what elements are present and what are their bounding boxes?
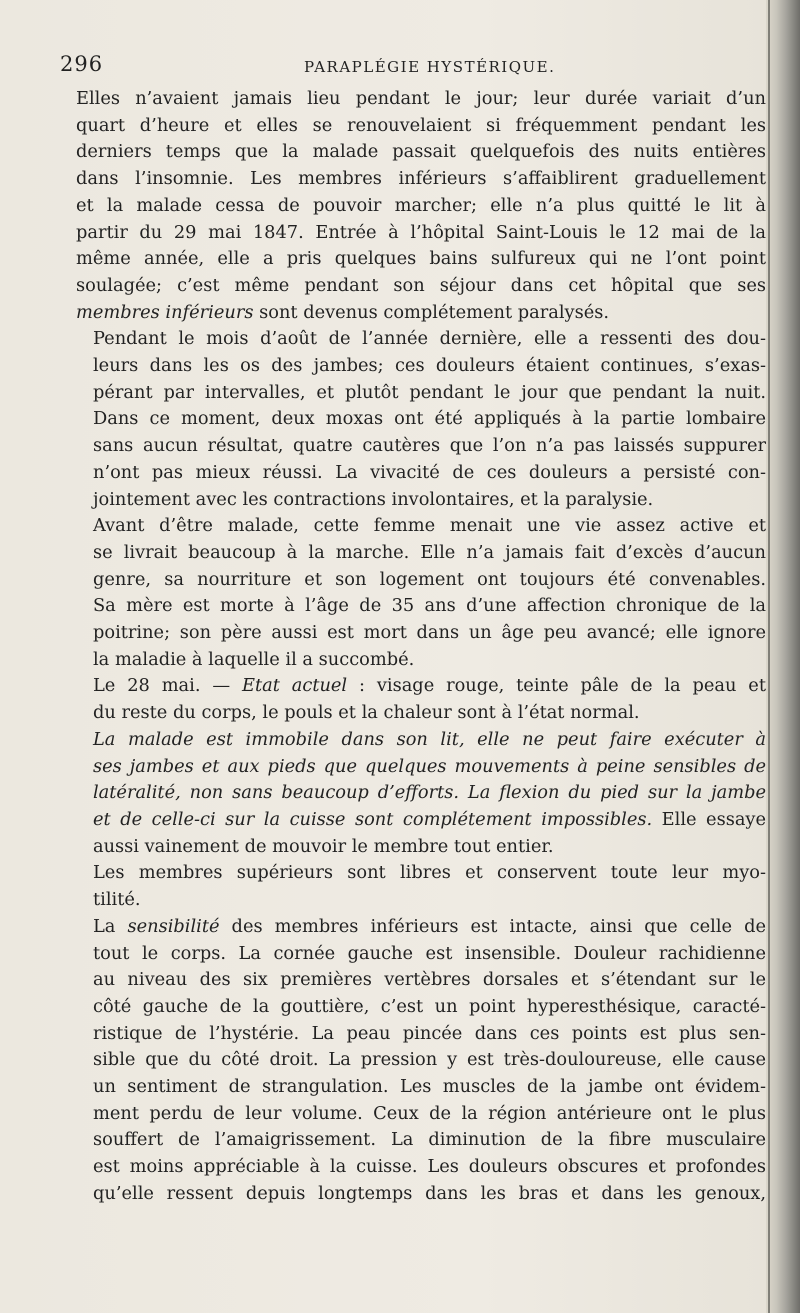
text-line: derniers temps que la malade passait quelquefois des nuits entières	[76, 141, 766, 163]
text-line: ristique de l’hystérie. La peau pincée dans ces points est plus sen-	[93, 1022, 766, 1044]
binding-line	[768, 0, 770, 1313]
text-line: Sa mère est morte à l’âge de 35 ans d’une affection chronique de la	[93, 595, 766, 617]
italic-line: La malade est immobile dans son lit, elle ne peut faire exécuter à	[93, 728, 766, 750]
text-line: Avant d’être malade, cette femme menait une vie assez active et	[93, 515, 766, 537]
italic-emphasis: Etat actuel	[242, 675, 348, 697]
paragraph-7	[76, 914, 766, 1208]
text-line: Dans ce moment, deux moxas ont été appliqués à la partie lombaire	[93, 408, 766, 430]
italic-line: ses jambes et aux pieds que quelques mouvements à peine sensibles de	[93, 755, 766, 777]
text-line	[76, 807, 766, 834]
text-line: souffert de l’amaigrissement. La diminution de la fibre musculaire	[93, 1129, 766, 1151]
text-line: et la malade cessa de pouvoir marcher; elle n’a plus quitté le lit à	[76, 194, 766, 216]
text-line: Pendant le mois d’août de l’année dernière, elle a ressenti des dou-	[93, 328, 766, 350]
text-line	[76, 914, 766, 941]
text-line	[76, 780, 766, 807]
text-line	[76, 673, 766, 700]
text-line: sans aucun résultat, quatre cautères que l’on n’a pas laissés suppurer	[93, 435, 766, 457]
text-line: Les membres supérieurs sont libres et conservent toute leur myo-	[93, 862, 766, 884]
italic-line: latéralité, non sans beaucoup d’efforts. La flexion du pied sur la jambe	[93, 782, 766, 804]
italic-emphasis: et de celle-ci sur la cuisse sont complétement impossibles.	[93, 808, 653, 830]
text-line	[76, 300, 766, 327]
page-number: 296	[60, 52, 104, 76]
text-line: tout le corps. La cornée gauche est insensible. Douleur rachidienne	[93, 942, 766, 964]
text-line: dans l’insomnie. Les membres inférieurs s’affaiblirent graduellement	[76, 168, 766, 190]
text-line: partir du 29 mai 1847. Entrée à l’hôpital Saint-Louis le 12 mai de la	[76, 221, 766, 243]
paragraph-2	[76, 326, 766, 513]
text-line: tilité.	[93, 889, 141, 911]
paragraph-1	[76, 86, 766, 326]
page-edge-shadow	[766, 0, 800, 1313]
text-fragment: Le 28 mai. —	[93, 675, 243, 697]
page-header	[60, 52, 760, 78]
text-line: poitrine; son père aussi est mort dans un âge peu avancé; elle ignore	[93, 622, 766, 644]
text-line: même année, elle a pris quelques bains sulfureux qui ne l’ont point	[76, 248, 766, 270]
text-line: ment perdu de leur volume. Ceux de la région antérieure ont le plus	[93, 1102, 766, 1124]
text-line: jointement avec les contractions involontaires, et la paralysie.	[93, 488, 654, 510]
paragraph-6	[76, 860, 766, 913]
body-text	[76, 86, 766, 1208]
paragraph-3	[76, 513, 766, 673]
text-line: pérant par intervalles, et plutôt pendant le jour que pendant la nuit.	[93, 381, 766, 403]
running-title: PARAPLÉGIE HYSTÉRIQUE.	[304, 58, 556, 76]
paragraph-4	[76, 673, 766, 726]
text-line: aussi vainement de mouvoir le membre tout entier.	[93, 835, 554, 857]
text-line	[76, 754, 766, 781]
text-line: n’ont pas mieux réussi. La vivacité de ces douleurs a persisté con-	[93, 461, 766, 483]
text-line	[76, 727, 766, 754]
text-line: au niveau des six premières vertèbres dorsales et s’étendant sur le	[93, 969, 766, 991]
italic-emphasis: sensibilité	[127, 915, 220, 937]
text-line: la maladie à laquelle il a succombé.	[93, 648, 415, 670]
text-line: se livrait beaucoup à la marche. Elle n’a jamais fait d’excès d’aucun	[93, 541, 766, 563]
italic-emphasis: membres inférieurs	[76, 301, 254, 323]
text-fragment: Elle essaye	[652, 808, 766, 830]
text-line: est moins appréciable à la cuisse. Les douleurs obscures et profondes	[93, 1156, 766, 1178]
text-line: du reste du corps, le pouls et la chaleur sont à l’état normal.	[93, 702, 640, 724]
text-line: qu’elle ressent depuis longtemps dans les bras et dans les genoux,	[93, 1182, 766, 1204]
text-line: quart d’heure et elles se renouvelaient si fréquemment pendant les	[76, 114, 766, 136]
text-fragment: La	[93, 915, 128, 937]
text-fragment: sont devenus complétement paralysés.	[253, 301, 610, 323]
text-line: côté gauche de la gouttière, c’est un point hyperesthésique, caracté-	[93, 995, 766, 1017]
text-line: leurs dans les os des jambes; ces douleurs étaient continues, s’exas-	[93, 355, 766, 377]
text-line: genre, sa nourriture et son logement ont toujours été convenables.	[93, 568, 766, 590]
text-line: soulagée; c’est même pendant son séjour dans cet hôpital que ses	[76, 274, 766, 296]
text-line: sible que du côté droit. La pression y est très-douloureuse, elle cause	[93, 1049, 766, 1071]
text-line: Elles n’avaient jamais lieu pendant le jour; leur durée variait d’un	[76, 88, 766, 109]
text-fragment: : visage rouge, teinte pâle de la peau et	[347, 675, 766, 697]
text-fragment: des membres inférieurs est intacte, ainsi que celle de	[219, 915, 766, 937]
text-line: un sentiment de strangulation. Les muscles de la jambe ont évidem-	[93, 1076, 766, 1098]
paragraph-5	[76, 727, 766, 861]
